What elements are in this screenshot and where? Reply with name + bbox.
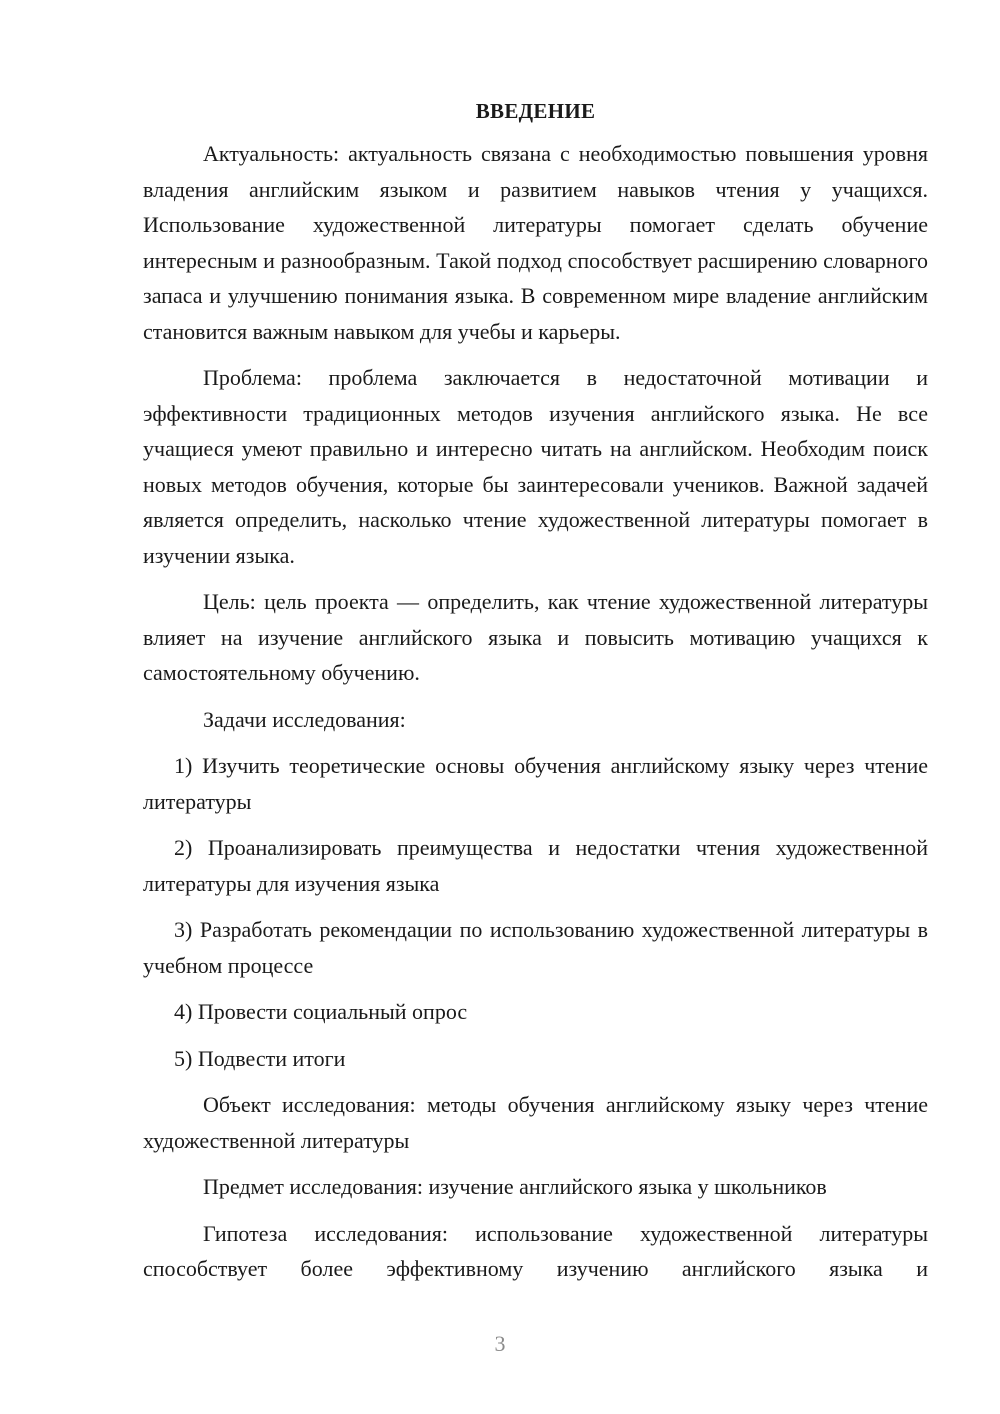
subject-paragraph: Предмет исследования: изучение английского языка у школьников <box>203 1174 827 1199</box>
task-item-5: 5) Подвести итоги <box>174 1045 346 1071</box>
problem-paragraph: Проблема: проблема заключается в недостаточной мотивации и эффективности традиционных методов изучения английского языка. Не все учащиеся умеют правильно и интересно читать на английском. Необходим поиск новых методов обучения, которые бы заинтересовали учеников. Важной задачей является определить, насколько чтение художественной литературы помогает в изучении языка. <box>143 365 928 568</box>
task-item-1: 1) Изучить теоретические основы обучения английскому языку через чтение литературы <box>143 753 928 814</box>
hypothesis-paragraph: Гипотеза исследования: использование художественной литературы способствует более эффективному изучению английского языка и <box>143 1220 928 1281</box>
page-number: 3 <box>494 1331 506 1356</box>
task-item-2: 2) Проанализировать преимущества и недостатки чтения художественной литературы для изучения языка <box>143 835 928 896</box>
tasks-heading: Задачи исследования: <box>203 706 406 732</box>
object-paragraph: Объект исследования: методы обучения английскому языку через чтение художественной литературы <box>143 1092 928 1153</box>
relevance-paragraph: Актуальность: актуальность связана с необходимостью повышения уровня владения английским языком и развитием навыков чтения у учащихся. Использование художественной литературы помогает сделать обучение интересным и разнообразным. Такой подход способствует расширению словарного запаса и улучшению понимания языка. В современном мире владение английским становится важным навыком для учебы и карьеры. <box>143 141 928 344</box>
task-item-4: 4) Провести социальный опрос <box>174 999 468 1024</box>
tasks-list <box>143 748 928 1076</box>
document-page <box>143 92 928 1298</box>
goal-paragraph: Цель: цель проекта — определить, как чтение художественной литературы влияет на изучение английского языка и повысить мотивацию учащихся к самостоятельному обучению. <box>143 589 928 685</box>
section-title: ВВЕДЕНИЕ <box>475 99 596 123</box>
task-item-3: 3) Разработать рекомендации по использованию художественной литературы в учебном процессе <box>143 917 928 978</box>
